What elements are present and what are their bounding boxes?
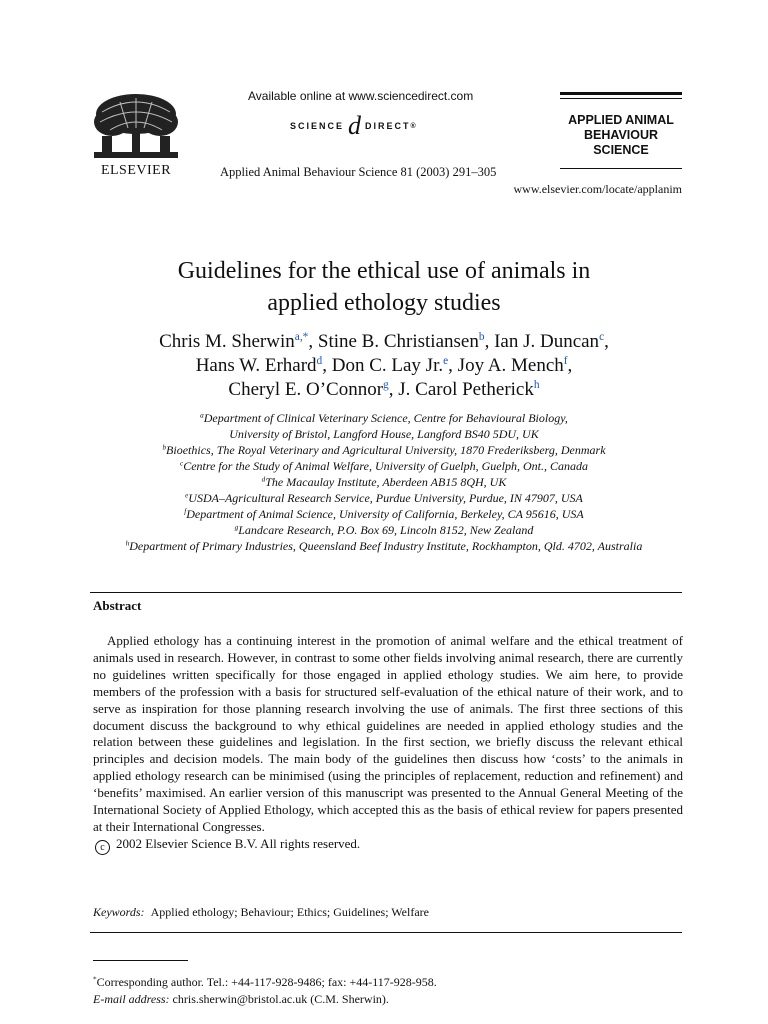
author: Ian J. Duncan [494,331,600,352]
author-list: Chris M. Sherwin$^{a,*}$, Stine B. Christiansen$^b$, Ian J. Duncan$^c$, Hans W. Erhard$^d$, Don C. Lay Jr.$^e$, Joy A. Mench$^f$, Cheryl E. O’Connor$^g$, J. Carol Petherick$^h$ [159,331,609,400]
sd-left: SCIENCE [290,121,345,131]
author: Joy A. Mench [457,355,564,376]
paper-title [0,255,768,319]
affiliation [0,474,768,490]
footnote-rule [93,960,188,961]
email-address[interactable]: chris.sherwin@bristol.ac.uk (C.M. Sherwin). [172,992,389,1006]
sd-registered-mark: ® [410,122,418,130]
keywords [93,905,429,920]
journal-name-line-3: SCIENCE [593,143,649,157]
affiliation-link[interactable]: c [599,331,605,344]
affiliation-mark: f [184,507,187,516]
journal-name-line-2: BEHAVIOUR [583,128,659,142]
author: Cheryl E. O’Connor [228,379,384,400]
affiliation-text: Centre for the Study of Animal Welfare, University of Guelph, Guelph, Ont., Canada [183,459,588,473]
affiliation-mark: c [180,459,184,468]
affiliation [0,522,768,538]
keywords-text: Applied ethology; Behaviour; Ethics; Guidelines; Welfare [150,905,429,919]
affiliation-text: University of Bristol, Langford House, Langford BS40 5DU, UK [229,427,539,441]
abstract-body [93,633,683,855]
footnote [93,974,437,1008]
author: Hans W. Erhard [195,355,317,376]
available-online-text: Available online at www.sciencedirect.com [248,89,474,103]
journal-url[interactable]: www.elsevier.com/locate/applanim [513,182,682,196]
author: Stine B. Christiansen [317,331,479,352]
affiliation-mark: h [125,539,130,548]
affiliations [0,410,768,554]
publisher-name: ELSEVIER [100,163,172,178]
sd-at-icon: d [348,111,362,140]
abstract-heading: Abstract [93,598,142,613]
copyright-line [93,836,683,855]
affiliation-mark: e [185,491,189,500]
footnote-mark: * [93,975,97,984]
paper-title-line-1: Guidelines for the ethical use of animals in [177,258,591,284]
journal-name [560,113,682,158]
abstract-text: Applied ethology has a continuing interest in the promotion of animal welfare and the ethical treatment of animals used in research. However, in contrast to some other fields involving animal research, there are currently no guidelines written specifically for those engaged in applied ethology studies. We aim here, to provide members of the profession with a basis for structured self-evaluation of the ethical nature of their work, and to serve as inspiration for those planning research involving the use of animals. The first three sections of this document discuss the background to why ethical guidelines are needed in applied ethology studies and the relation between these guidelines and legislation. In the first section, we briefly discuss the relevant ethical principles and decision models. The main body of the guidelines then discuss how ‘costs’ to the animals in applied ethology research can be minimised (using the principles of replacement, reduction and refinement) and ‘benefits’ maximised. An earlier version of this manuscript was presented to the Annual General Meeting of the International Society of Applied Ethology, which accepted this as the basis of ethical review for papers presented at their International Congresses. [93,633,683,834]
journal-box-rule-bottom [560,168,682,169]
affiliation [0,442,768,458]
affiliation-text: USDA–Agricultural Research Service, Purdue University, Purdue, IN 47907, USA [188,491,583,505]
affiliation [0,426,768,442]
sd-right: DIRECT [365,121,411,131]
affiliation-text: Department of Animal Science, University of California, Berkeley, CA 95616, USA [186,507,584,521]
affiliation [0,490,768,506]
affiliation [0,538,768,554]
affiliation-text: Bioethics, The Royal Veterinary and Agricultural University, 1870 Frederiksberg, Denmark [166,443,606,457]
affiliation-link[interactable]: h [533,379,540,392]
copyright-text: 2002 Elsevier Science B.V. All rights reserved. [116,835,361,851]
abstract-top-rule [90,592,682,593]
elsevier-tree-logo-icon [90,92,182,160]
keywords-label: Keywords: [93,905,145,919]
author: J. Carol Petherick [398,379,534,400]
sciencedirect-logo [290,112,418,140]
journal-box-rule-thin [560,98,682,99]
email-label: E-mail address: [93,992,170,1006]
affiliation-mark: d [261,475,266,484]
abstract-bottom-rule [90,932,682,933]
affiliation-text: Department of Primary Industries, Queensland Beef Industry Institute, Rockhampton, Qld. 4702, Australia [129,539,643,553]
affiliation-text: Department of Clinical Veterinary Science, Centre for Behavioural Biology, [203,411,568,425]
author: Chris M. Sherwin [159,331,295,352]
affiliation-mark: b [162,443,167,452]
corresponding-author-text: Corresponding author. Tel.: +44-117-928-9486; fax: +44-117-928-958. [96,975,437,989]
corresponding-author [93,974,437,991]
paper-title-line-2: applied ethology studies [267,290,501,316]
affiliation-text: Landcare Research, P.O. Box 69, Lincoln 8152, New Zealand [238,523,534,537]
affiliation [0,458,768,474]
journal-title-box [560,92,682,169]
affiliation-link[interactable]: g [383,379,389,392]
affiliation-link[interactable]: f [563,355,568,368]
journal-box-rule [560,92,682,95]
affiliation-link[interactable]: d [316,355,323,368]
journal-name-line-1: APPLIED ANIMAL [568,113,674,127]
affiliation [0,506,768,522]
affiliation-link[interactable]: e [443,355,449,368]
affiliation-mark: g [234,523,239,532]
affiliation-link[interactable]: b [478,331,485,344]
email-line [93,991,437,1008]
journal-citation: Applied Animal Behaviour Science 81 (2003) 291–305 [220,165,497,179]
affiliation-text: The Macaulay Institute, Aberdeen AB15 8QH, UK [265,475,507,489]
affiliation-link[interactable]: a,* [294,331,309,344]
affiliation [0,410,768,426]
copyright-icon: c [95,840,110,855]
affiliation-mark: a [200,411,204,420]
author: Don C. Lay Jr. [331,355,444,376]
